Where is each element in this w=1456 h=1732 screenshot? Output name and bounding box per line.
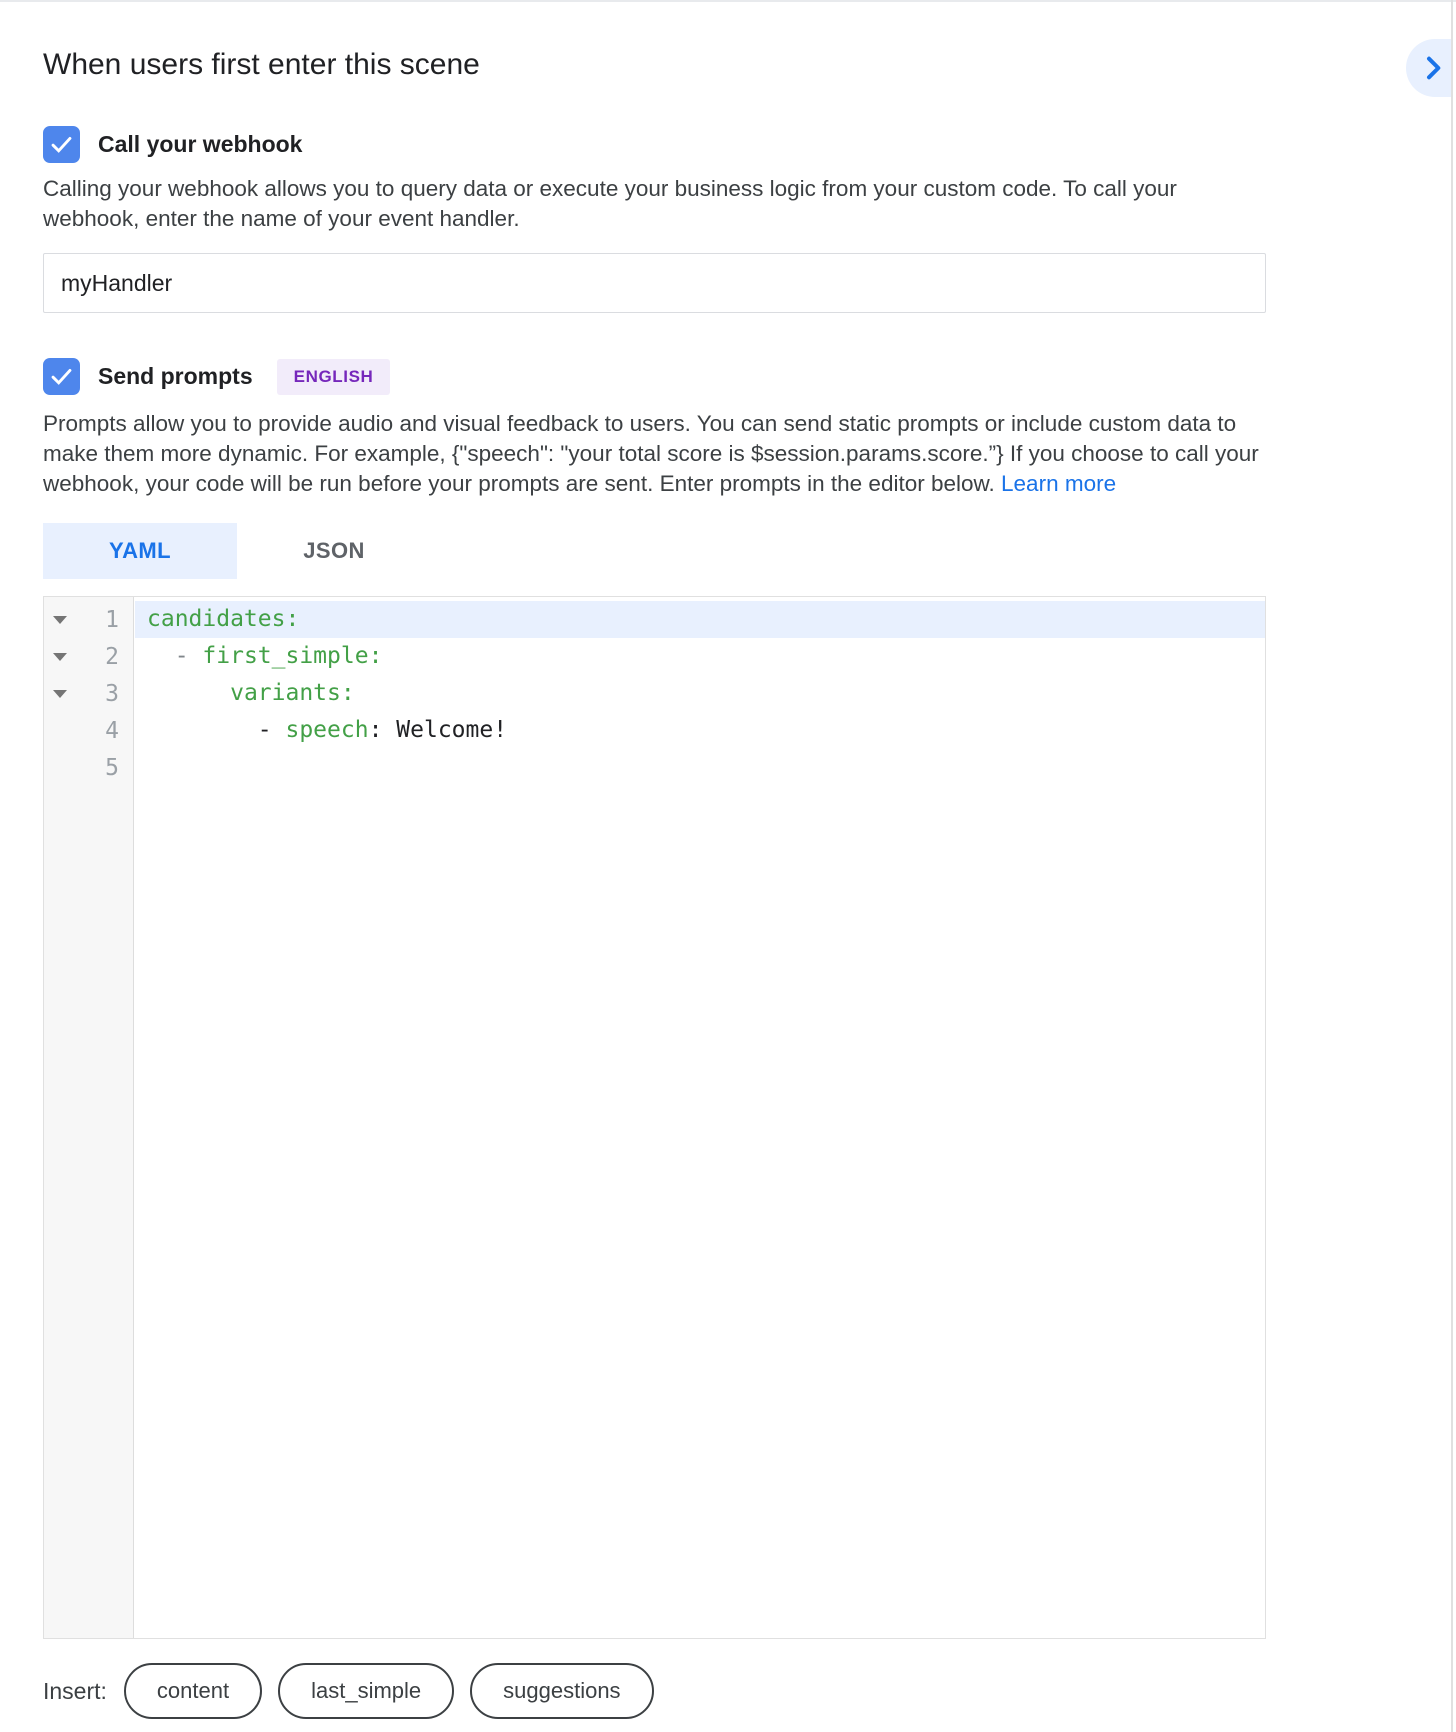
- line-number: 3: [105, 680, 119, 707]
- code-token: [147, 717, 258, 743]
- code-line[interactable]: [135, 712, 1265, 749]
- learn-more-link[interactable]: Learn more: [1001, 471, 1117, 496]
- insert-last-simple-button[interactable]: last_simple: [278, 1663, 454, 1719]
- code-token: Welcome!: [396, 717, 508, 743]
- editor-format-tabs: [43, 523, 1266, 579]
- code-token: speech: [285, 717, 369, 743]
- code-token: first_simple:: [202, 643, 383, 669]
- prompts-checkbox-row: [43, 358, 1266, 395]
- code-token: candidates:: [147, 606, 300, 632]
- panel-right-border: [1451, 0, 1453, 1732]
- webhook-description: Calling your webhook allows you to query data or execute your business logic from your custom code. To call your webhook, enter the name of your event handler.: [43, 176, 1177, 231]
- gutter-row: [44, 601, 133, 638]
- insert-label: Insert:: [43, 1677, 107, 1704]
- line-number: 5: [105, 754, 119, 781]
- gutter-row: [44, 749, 133, 786]
- checkmark-icon: [48, 363, 75, 390]
- line-number: 4: [105, 717, 119, 744]
- editor-code-area[interactable]: [135, 597, 1265, 1638]
- language-badge: ENGLISH: [277, 359, 391, 395]
- tab-json[interactable]: JSON: [303, 538, 365, 563]
- code-line[interactable]: [135, 749, 1265, 786]
- prompt-code-editor: [43, 596, 1266, 1639]
- webhook-checkbox-label: Call your webhook: [98, 131, 303, 157]
- webhook-checkbox-row: [43, 126, 1266, 163]
- code-line[interactable]: [135, 638, 1265, 675]
- fold-arrow-icon[interactable]: [53, 653, 67, 661]
- editor-gutter: [44, 597, 134, 1638]
- gutter-row: [44, 638, 133, 675]
- checkmark-icon: [48, 131, 75, 158]
- chevron-right-icon: [1417, 52, 1449, 84]
- gutter-row: [44, 712, 133, 749]
- code-line[interactable]: [135, 675, 1265, 712]
- fold-arrow-icon[interactable]: [53, 690, 67, 698]
- code-token: variants:: [230, 680, 355, 706]
- code-token: -: [257, 717, 286, 743]
- insert-toolbar: [43, 1663, 1266, 1719]
- insert-suggestions-button[interactable]: suggestions: [470, 1663, 653, 1719]
- handler-input[interactable]: [43, 253, 1266, 313]
- tab-yaml[interactable]: YAML: [43, 523, 237, 579]
- gutter-row: [44, 675, 133, 712]
- prompts-checkbox[interactable]: [43, 358, 80, 395]
- insert-content-button[interactable]: content: [124, 1663, 262, 1719]
- collapse-panel-button[interactable]: [1406, 39, 1451, 97]
- webhook-checkbox[interactable]: [43, 126, 80, 163]
- code-token: [147, 643, 175, 669]
- prompts-description: [43, 409, 1266, 499]
- code-line[interactable]: [135, 601, 1265, 638]
- prompts-description-text: Prompts allow you to provide audio and visual feedback to users. You can send static prompts or include custom data to make them more dynamic. For example, {"speech": "your total score is $session.params.score.”} If you choose to call your webhook, your code will be run before your prompts are sent. Enter prompts in the editor below.: [43, 411, 1259, 496]
- prompts-checkbox-label: Send prompts: [98, 363, 253, 389]
- line-number: 2: [105, 643, 119, 670]
- fold-arrow-icon[interactable]: [53, 616, 67, 624]
- code-token: :: [368, 717, 397, 743]
- line-number: 1: [105, 606, 119, 633]
- code-token: [147, 680, 230, 706]
- scene-entry-panel: [43, 0, 1266, 1719]
- page-title: When users first enter this scene: [43, 48, 480, 81]
- code-token: -: [174, 643, 203, 669]
